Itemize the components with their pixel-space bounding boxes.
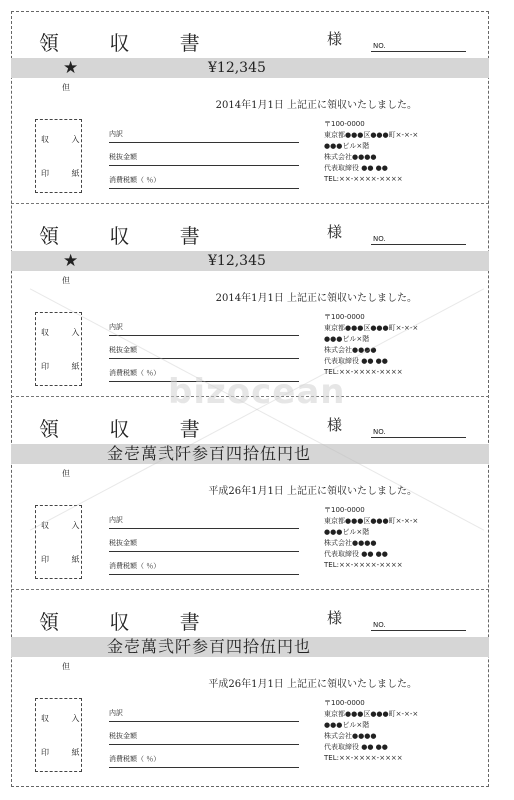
receipt-title: 領 収 書 xyxy=(39,31,222,55)
recipient-honorific: 様 xyxy=(327,30,343,48)
amount-kanji: 金壱萬弐阡参百四拾伍円也 xyxy=(107,444,312,463)
revenue-stamp-box xyxy=(35,698,90,772)
issuer-representative: 代表取締役 ●● ●● xyxy=(324,743,388,751)
breakdown-label: 内訳 xyxy=(109,323,123,331)
receipt-number-label: NO. xyxy=(373,42,386,50)
revenue-stamp-box xyxy=(35,119,90,193)
tax-amount-label: 消費税額（ ％） xyxy=(109,562,161,570)
receipt-number-line xyxy=(371,244,466,245)
pretax-amount-label: 税抜金額 xyxy=(109,153,137,161)
tax-amount-field xyxy=(109,167,299,189)
issuer-tel: TEL:××-××××-×××× xyxy=(324,368,403,376)
receipt-title: 領 収 書 xyxy=(39,224,222,248)
tax-amount-label: 消費税額（ ％） xyxy=(109,369,161,377)
issuer-representative: 代表取締役 ●● ●● xyxy=(324,164,388,172)
receipt-number-line xyxy=(371,437,466,438)
proviso-label: 但 xyxy=(62,469,70,478)
pretax-amount-field xyxy=(109,337,299,359)
issuer-address: 東京都●●●区●●●町×-×-× xyxy=(324,131,419,139)
recipient-honorific: 様 xyxy=(327,416,343,434)
stamp-label-bottom: 印 紙 xyxy=(41,169,90,178)
stamp-label-top: 収 入 xyxy=(41,135,90,144)
amount-band xyxy=(11,637,489,657)
issuer-company: 株式会社●●●● xyxy=(324,732,377,740)
pretax-amount-field xyxy=(109,723,299,745)
issuer-building: ●●●ビル×階 xyxy=(324,142,370,150)
breakdown-label: 内訳 xyxy=(109,709,123,717)
issuer-postal: 〒100-0000 xyxy=(324,120,365,128)
recipient-honorific: 様 xyxy=(327,223,343,241)
issuer-company: 株式会社●●●● xyxy=(324,153,377,161)
receipt-number-line xyxy=(371,630,466,631)
stamp-label-top: 収 入 xyxy=(41,714,90,723)
receipt-number-label: NO. xyxy=(373,428,386,436)
issuer-representative: 代表取締役 ●● ●● xyxy=(324,550,388,558)
issuer-block xyxy=(324,505,418,571)
issuer-building: ●●●ビル×階 xyxy=(324,335,370,343)
receipt-number-label: NO. xyxy=(373,621,386,629)
pretax-amount-field xyxy=(109,144,299,166)
issuer-building: ●●●ビル×階 xyxy=(324,721,370,729)
proviso-label: 但 xyxy=(62,83,70,92)
stamp-label-top: 収 入 xyxy=(41,328,90,337)
revenue-stamp-box xyxy=(35,505,90,579)
receipt-slip-2 xyxy=(11,204,489,397)
receipt-title: 領 収 書 xyxy=(39,610,222,634)
amount-value: ¥12,345 xyxy=(208,60,266,76)
stamp-label-top: 収 入 xyxy=(41,521,90,530)
issuer-company: 株式会社●●●● xyxy=(324,346,377,354)
issuer-block xyxy=(324,119,418,185)
revenue-stamp-box xyxy=(35,312,90,386)
star-icon: ★ xyxy=(63,58,79,78)
receipt-number-line xyxy=(371,51,466,52)
issuer-postal: 〒100-0000 xyxy=(324,506,365,514)
stamp-label-bottom: 印 紙 xyxy=(41,362,90,371)
pretax-amount-field xyxy=(109,530,299,552)
receipt-number-label: NO. xyxy=(373,235,386,243)
breakdown-field xyxy=(109,507,299,529)
receipt-slip-4 xyxy=(11,590,489,783)
tax-amount-label: 消費税額（ ％） xyxy=(109,176,161,184)
issuer-tel: TEL:××-××××-×××× xyxy=(324,175,403,183)
issuer-tel: TEL:××-××××-×××× xyxy=(324,561,403,569)
tax-amount-field xyxy=(109,553,299,575)
issuer-company: 株式会社●●●● xyxy=(324,539,377,547)
issuer-postal: 〒100-0000 xyxy=(324,699,365,707)
pretax-amount-label: 税抜金額 xyxy=(109,346,137,354)
stamp-label-bottom: 印 紙 xyxy=(41,555,90,564)
recipient-honorific: 様 xyxy=(327,609,343,627)
amount-value: ¥12,345 xyxy=(208,253,266,269)
tax-amount-label: 消費税額（ ％） xyxy=(109,755,161,763)
issuer-postal: 〒100-0000 xyxy=(324,313,365,321)
proviso-label: 但 xyxy=(62,662,70,671)
amount-kanji: 金壱萬弐阡参百四拾伍円也 xyxy=(107,637,312,656)
issuer-block xyxy=(324,698,418,764)
amount-band xyxy=(11,444,489,464)
stamp-label-bottom: 印 紙 xyxy=(41,748,90,757)
issuer-building: ●●●ビル×階 xyxy=(324,528,370,536)
pretax-amount-label: 税抜金額 xyxy=(109,732,137,740)
issuer-representative: 代表取締役 ●● ●● xyxy=(324,357,388,365)
tax-amount-field xyxy=(109,746,299,768)
issuer-address: 東京都●●●区●●●町×-×-× xyxy=(324,710,419,718)
breakdown-label: 内訳 xyxy=(109,516,123,524)
breakdown-field xyxy=(109,314,299,336)
watermark-logo: bizocean xyxy=(168,372,346,412)
star-icon: ★ xyxy=(63,251,79,271)
amount-band xyxy=(11,58,489,78)
issuer-address: 東京都●●●区●●●町×-×-× xyxy=(324,324,419,332)
received-statement: 平成26年1月1日 上記正に領収いたしました。 xyxy=(208,486,417,497)
proviso-label: 但 xyxy=(62,276,70,285)
pretax-amount-label: 税抜金額 xyxy=(109,539,137,547)
receipt-slip-1 xyxy=(11,11,489,204)
received-statement: 2014年1月1日 上記正に領収いたしました。 xyxy=(215,293,417,304)
breakdown-field xyxy=(109,700,299,722)
issuer-block xyxy=(324,312,418,378)
issuer-tel: TEL:××-××××-×××× xyxy=(324,754,403,762)
received-statement: 2014年1月1日 上記正に領収いたしました。 xyxy=(215,100,417,111)
issuer-address: 東京都●●●区●●●町×-×-× xyxy=(324,517,419,525)
receipt-title: 領 収 書 xyxy=(39,417,222,441)
amount-band xyxy=(11,251,489,271)
received-statement: 平成26年1月1日 上記正に領収いたしました。 xyxy=(208,679,417,690)
breakdown-label: 内訳 xyxy=(109,130,123,138)
breakdown-field xyxy=(109,121,299,143)
